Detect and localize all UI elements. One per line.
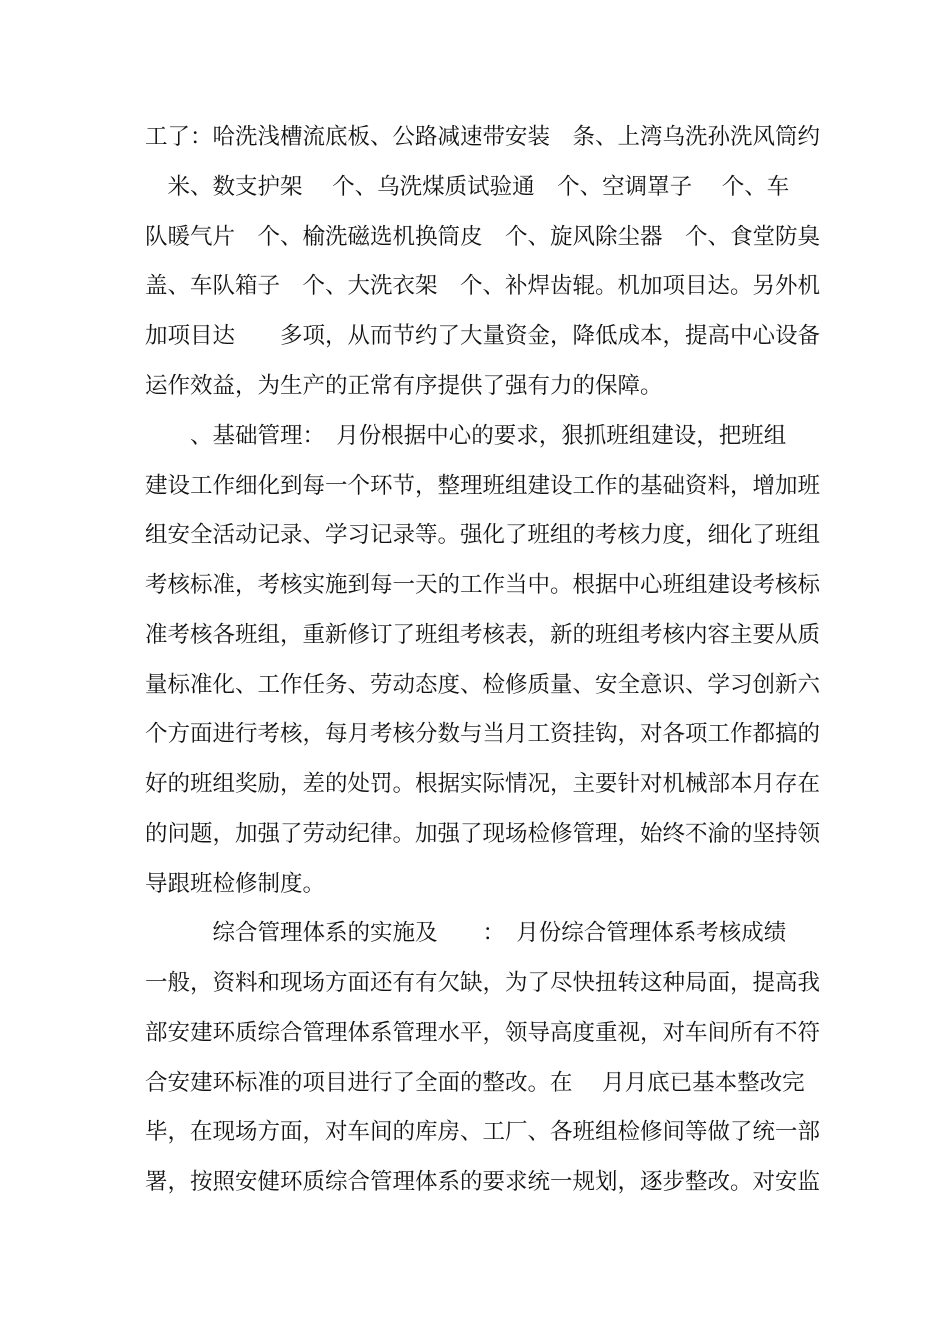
paragraph-line: 导跟班检修制度。 bbox=[145, 871, 326, 897]
paragraph-line: 个方面进行考核，每月考核分数与当月工资挂钩，对各项工作都搞的 bbox=[145, 721, 821, 747]
paragraph-line: 量标准化、工作任务、劳动态度、检修质量、安全意识、学习创新六 bbox=[145, 672, 821, 698]
paragraph-line: 准考核各班组，重新修订了班组考核表，新的班组考核内容主要从质 bbox=[145, 622, 821, 648]
paragraph-line: 署，按照安健环质综合管理体系的要求统一规划，逐步整改。对安监 bbox=[145, 1169, 821, 1195]
paragraph-line: 合安建环标准的项目进行了全面的整改。在 月月底已基本整改完 bbox=[145, 1070, 805, 1096]
paragraph-line: 米、数支护架 个、乌洗煤质试验通 个、空调罩子 个、车 bbox=[145, 174, 790, 200]
paragraph-line: 毕，在现场方面，对车间的库房、工厂、各班组检修间等做了统一部 bbox=[145, 1119, 821, 1145]
paragraph-line: 组安全活动记录、学习记录等。强化了班组的考核力度，细化了班组 bbox=[145, 522, 821, 548]
paragraph-line: 加项目达 多项，从而节约了大量资金，降低成本，提高中心设备 bbox=[145, 323, 821, 349]
paragraph-line: 队暖气片 个、榆洗磁选机换筒皮 个、旋风除尘器 个、食堂防臭 bbox=[145, 224, 821, 250]
paragraph-line: 部安建环质综合管理体系管理水平，领导高度重视，对车间所有不符 bbox=[145, 1020, 821, 1046]
paragraph-line: 、基础管理： 月份根据中心的要求，狠抓班组建设，把班组 bbox=[145, 423, 787, 449]
paragraph-line: 运作效益，为生产的正常有序提供了强有力的保障。 bbox=[145, 373, 663, 399]
paragraph-line: 盖、车队箱子 个、大洗衣架 个、补焊齿辊。机加项目达。另外机 bbox=[145, 273, 821, 299]
paragraph-line: 工了：哈洗浅槽流底板、公路减速带安装 条、上湾乌洗孙洗风筒约 bbox=[145, 124, 821, 150]
paragraph-line: 综合管理体系的实施及 ： 月份综合管理体系考核成绩 bbox=[145, 920, 787, 946]
paragraph-line: 建设工作细化到每一个环节，整理班组建设工作的基础资料，增加班 bbox=[145, 473, 821, 499]
paragraph-line: 一般，资料和现场方面还有有欠缺，为了尽快扭转这种局面，提高我 bbox=[145, 970, 821, 996]
paragraph-line: 好的班组奖励，差的处罚。根据实际情况，主要针对机械部本月存在 bbox=[145, 771, 821, 797]
paragraph-line: 的问题，加强了劳动纪律。加强了现场检修管理，始终不渝的坚持领 bbox=[145, 821, 821, 847]
paragraph-line: 考核标准，考核实施到每一天的工作当中。根据中心班组建设考核标 bbox=[145, 572, 821, 598]
